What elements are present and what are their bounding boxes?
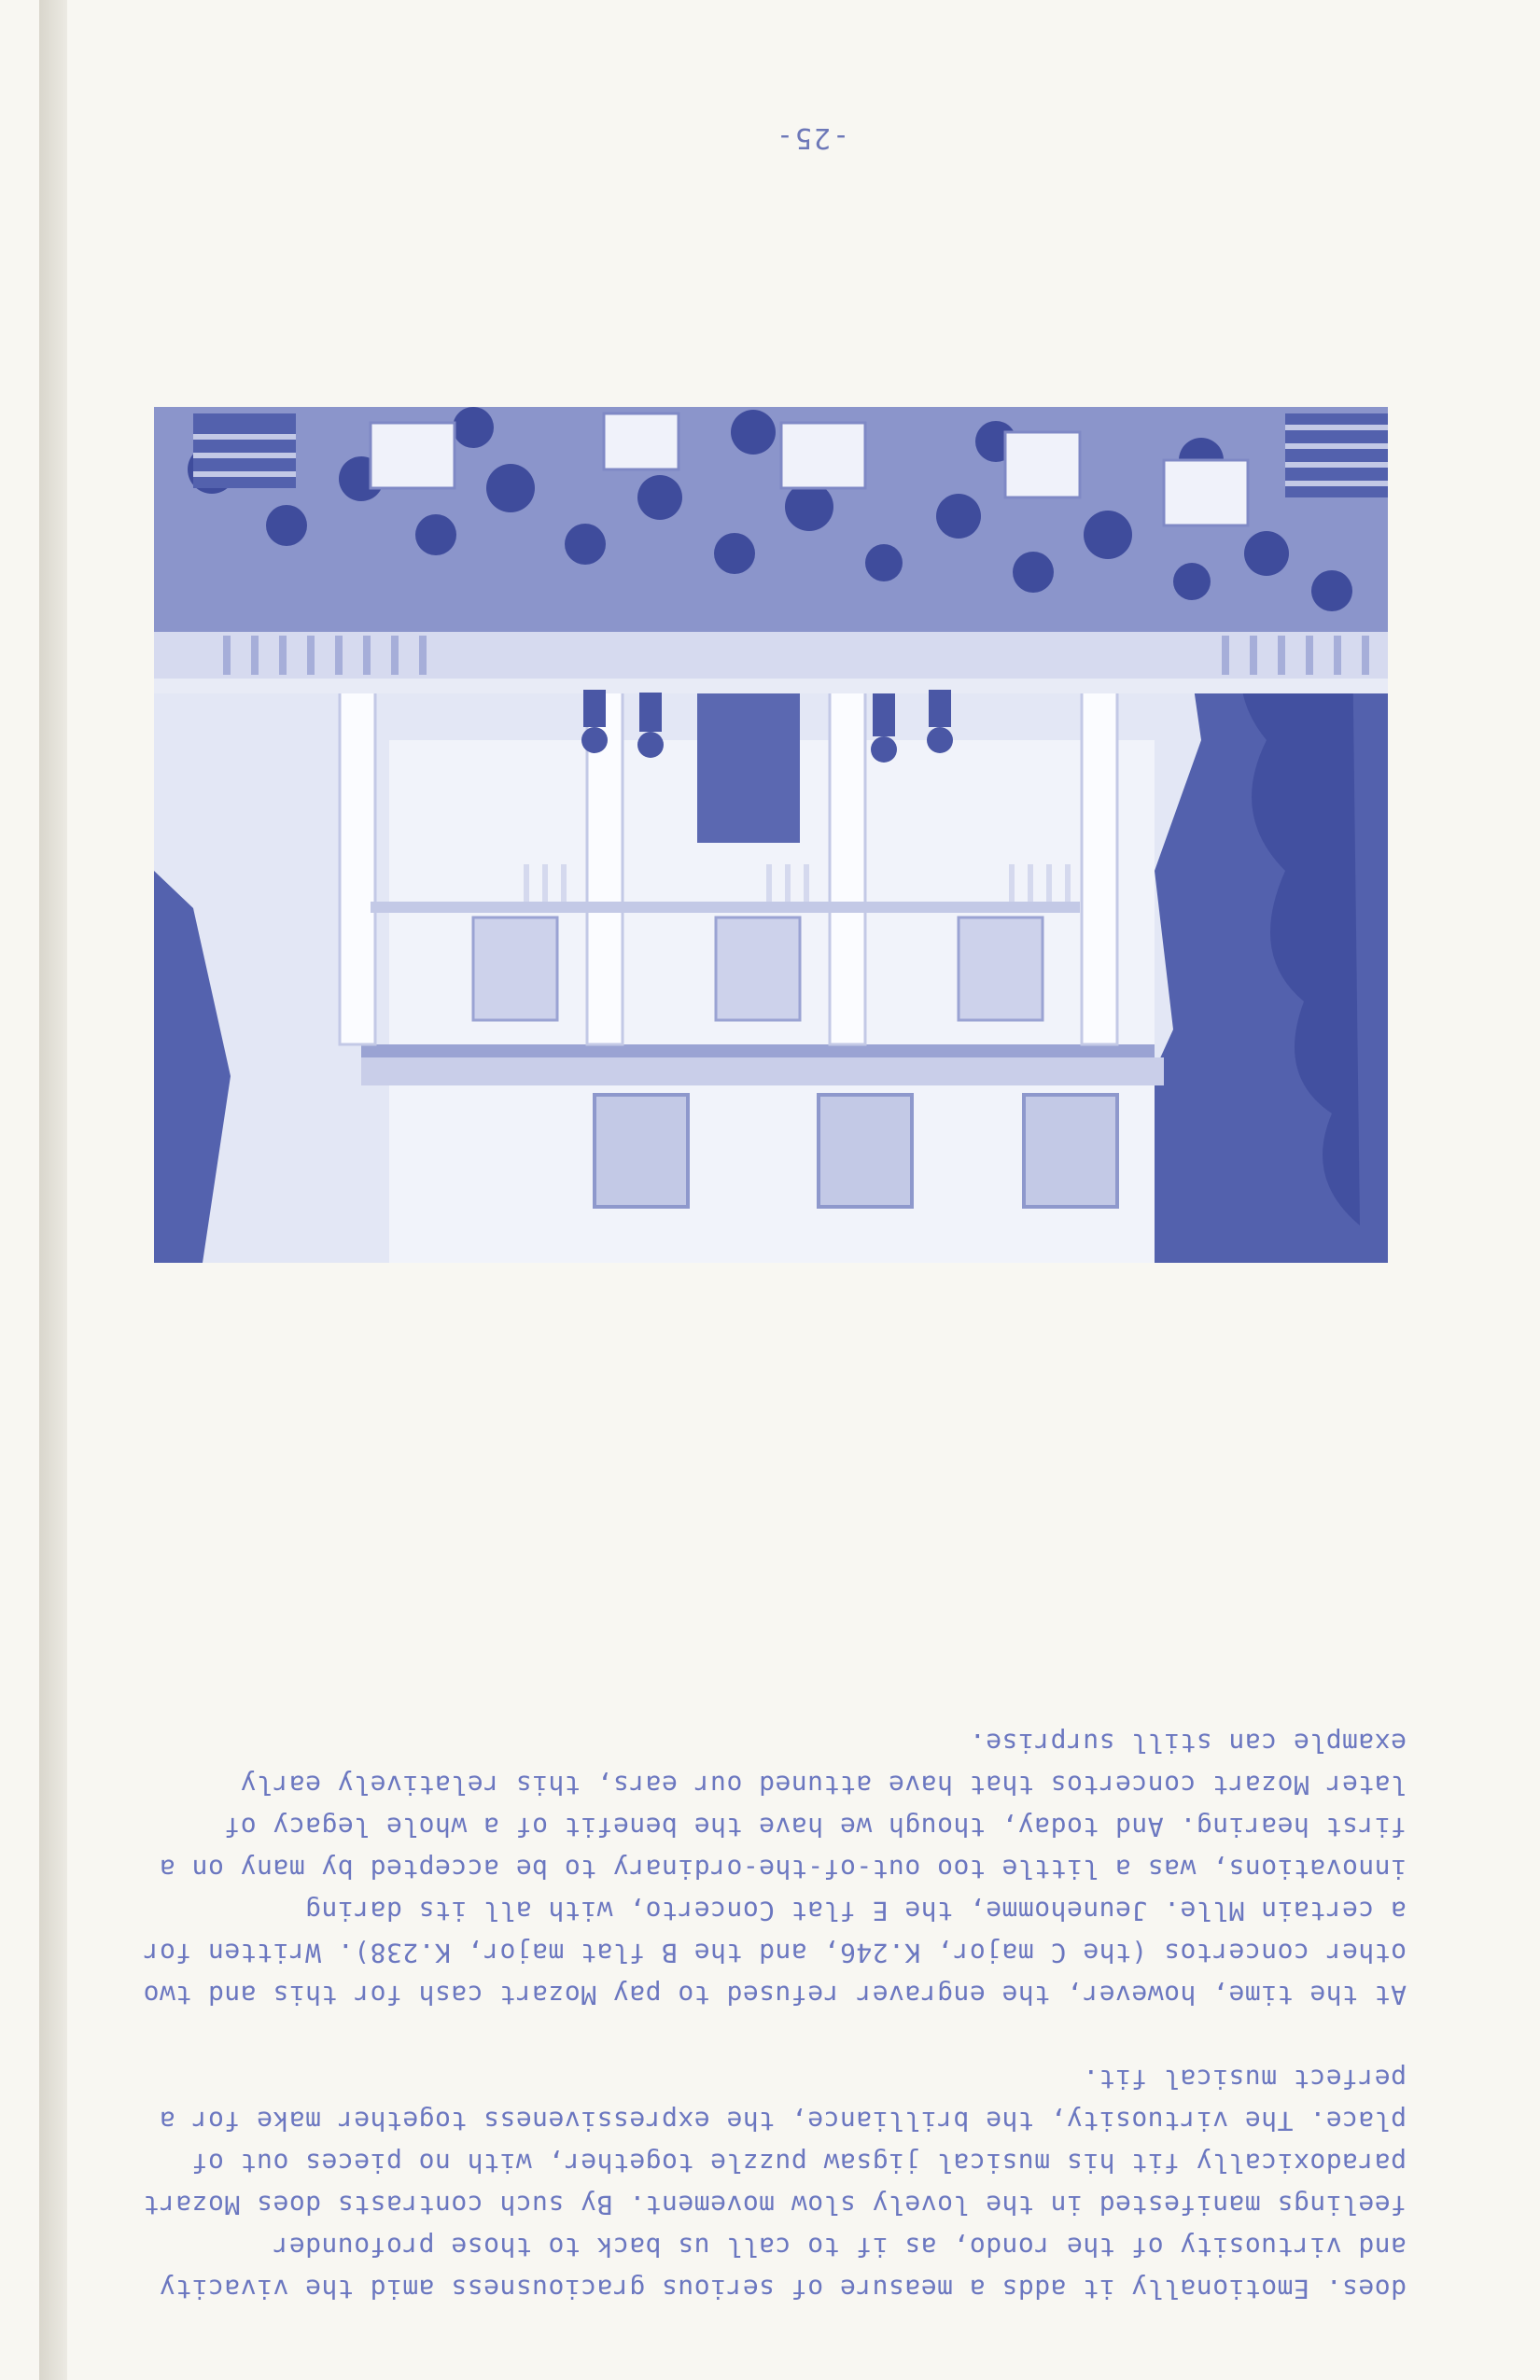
body-paragraph-2: At the time, however, the engraver refused to pay Mozart cash for this and two other concertos (the C major, K.246, and the B flat major, K.238). Written for a certain Mlle. Jeunehomme, the E flat Concerto, with all its daring innovations, was a little too out-of-the-ordinary to be accepted by many on a first hearing. And today, though we have the benefit of a whole legacy of later Mozart concertos that have attuned our ears, this relatively early example can still surprise. [143, 1728, 1407, 2010]
photograph-mansion-porch-concert [154, 407, 1388, 1263]
book-spine-shadow [39, 0, 67, 2380]
page-number: -25- [774, 121, 850, 154]
body-paragraph-1: does. Emotionally it adds a measure of serious graciousness amid the vivacity and virtuosity of the rondo, as if to call us back to those profounder feelings manifested in the lovely slow movement. By such contrasts does Mozart paradoxically fit his musical jigsaw puzzle together, with no pieces out of place. The virtuosity, the brilliance, the expressiveness together make for a perfect musical fit. [143, 2064, 1407, 2304]
